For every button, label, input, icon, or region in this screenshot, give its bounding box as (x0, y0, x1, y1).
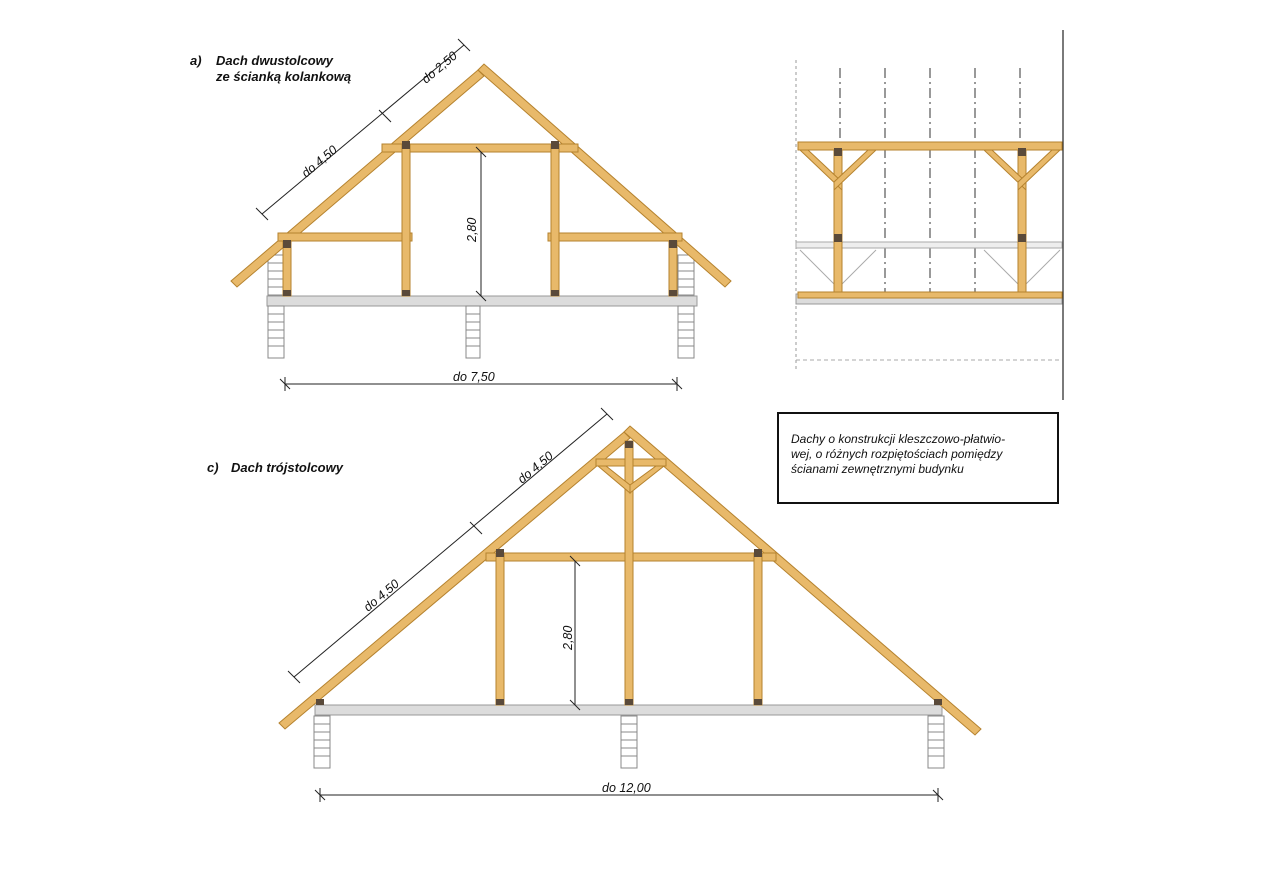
diagram-c-title: Dach trójstolcowy (231, 460, 343, 475)
dim-a-height: 2,80 (465, 217, 479, 242)
diagram-longitudinal-section (796, 30, 1063, 400)
caption-line-3: ścianami zewnętrznymi budynku (791, 462, 964, 476)
caption-line-2: wej, o różnych rozpiętościach pomiędzy (791, 447, 1003, 461)
brick-pier-a-middle (466, 306, 480, 358)
rafter-axis-lines (840, 68, 1020, 295)
post-joints-a (283, 141, 677, 296)
brick-pier-a-right (678, 255, 694, 358)
brick-piers-c (314, 716, 944, 768)
diagram-a-title-line2: ze ścianką kolankową (216, 69, 352, 84)
dim-c-span: do 12,00 (602, 781, 651, 795)
caption-line-1: Dachy o konstrukcji kleszczowo-płatwio- (791, 432, 1006, 446)
brick-pier-a-left (268, 255, 284, 358)
dim-c-lower-rafter: do 4,50 (360, 576, 402, 615)
caption-box (777, 412, 1059, 504)
diagram-c-label: c) (207, 460, 219, 475)
dim-a-span: do 7,50 (453, 370, 495, 384)
dim-c-height: 2,80 (561, 625, 575, 650)
diagram-a-double-post-roof (190, 39, 731, 391)
diagram-a-title-line1: Dach dwustolcowy (216, 53, 334, 68)
dim-c-upper-rafter: do 4,50 (514, 448, 556, 487)
dim-a-upper-rafter: do 2,50 (418, 48, 460, 87)
diagram-a-label: a) (190, 53, 202, 68)
dim-a-lower-rafter: do 4,50 (298, 142, 340, 181)
floor-slab-c (315, 705, 942, 715)
